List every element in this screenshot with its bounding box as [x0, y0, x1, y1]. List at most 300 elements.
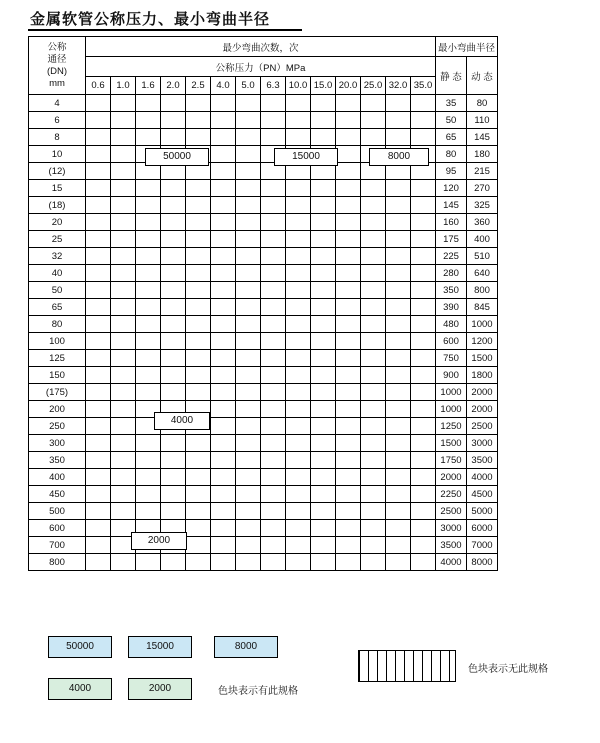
- cell-pn: [261, 112, 286, 129]
- cell-pn: [261, 367, 286, 384]
- cell-pn: [411, 554, 436, 571]
- cell-pn: [261, 435, 286, 452]
- cell-pn: [411, 486, 436, 503]
- cell-pn: [186, 367, 211, 384]
- header-pn-20.0: 20.0: [336, 77, 361, 95]
- cell-pn: [286, 384, 311, 401]
- header-pn: 公称压力（PN）MPa: [86, 57, 436, 77]
- cell-dn: 450: [29, 486, 86, 503]
- cell-pn: [236, 197, 261, 214]
- cell-pn: [111, 503, 136, 520]
- cell-pn: [86, 180, 111, 197]
- cell-pn: [236, 282, 261, 299]
- cell-pn: [336, 367, 361, 384]
- cell-pn: [261, 401, 286, 418]
- cell-pn: [311, 520, 336, 537]
- table-row: [29, 112, 498, 129]
- cell-pn: [311, 299, 336, 316]
- cell-pn: [411, 180, 436, 197]
- table-row: [29, 214, 498, 231]
- cell-dn: 15: [29, 180, 86, 197]
- cell-pn: [86, 282, 111, 299]
- cell-pn: [86, 452, 111, 469]
- cell-pn: [211, 265, 236, 282]
- cell-pn: [336, 401, 361, 418]
- cell-dn: (175): [29, 384, 86, 401]
- cell-dn: 350: [29, 452, 86, 469]
- legend-no-spec-text: 色块表示无此规格: [468, 664, 548, 675]
- table-row: [29, 486, 498, 503]
- cell-pn: [361, 469, 386, 486]
- cell-pn: [161, 554, 186, 571]
- inline-label-8000: 8000: [369, 148, 429, 166]
- cell-static: 2500: [436, 503, 467, 520]
- cell-pn: [361, 316, 386, 333]
- cell-pn: [86, 146, 111, 163]
- header-static: 静 态: [436, 57, 467, 95]
- cell-pn: [211, 248, 236, 265]
- cell-static: 120: [436, 180, 467, 197]
- cell-pn: [161, 384, 186, 401]
- cell-pn: [136, 469, 161, 486]
- cell-pn: [211, 503, 236, 520]
- cell-pn: [236, 435, 261, 452]
- legend-item-2000: 2000: [128, 678, 192, 700]
- cell-pn: [111, 469, 136, 486]
- cell-static: 80: [436, 146, 467, 163]
- cell-pn: [236, 180, 261, 197]
- cell-pn: [311, 486, 336, 503]
- cell-pn: [86, 197, 111, 214]
- inline-label-15000: 15000: [274, 148, 338, 166]
- cell-dn: 150: [29, 367, 86, 384]
- table-header-row-3: [29, 77, 498, 95]
- cell-dynamic: 1200: [467, 333, 498, 350]
- cell-pn: [411, 384, 436, 401]
- cell-pn: [211, 469, 236, 486]
- cell-dynamic: 1500: [467, 350, 498, 367]
- cell-pn: [336, 163, 361, 180]
- cell-pn: [111, 554, 136, 571]
- inline-label-2000: 2000: [131, 532, 187, 550]
- cell-pn: [211, 520, 236, 537]
- cell-pn: [286, 95, 311, 112]
- cell-static: 65: [436, 129, 467, 146]
- legend-item-4000: 4000: [48, 678, 112, 700]
- cell-pn: [361, 452, 386, 469]
- cell-pn: [211, 146, 236, 163]
- cell-pn: [286, 248, 311, 265]
- cell-pn: [386, 452, 411, 469]
- cell-pn: [336, 197, 361, 214]
- cell-pn: [386, 180, 411, 197]
- cell-pn: [161, 486, 186, 503]
- cell-pn: [211, 367, 236, 384]
- cell-pn: [336, 333, 361, 350]
- cell-pn: [336, 248, 361, 265]
- cell-pn: [111, 282, 136, 299]
- cell-dn: (12): [29, 163, 86, 180]
- table-row: [29, 435, 498, 452]
- cell-pn: [286, 503, 311, 520]
- legend-item-15000: 15000: [128, 636, 192, 658]
- cell-pn: [411, 452, 436, 469]
- cell-pn: [211, 537, 236, 554]
- cell-dynamic: 2000: [467, 384, 498, 401]
- cell-pn: [161, 95, 186, 112]
- cell-pn: [161, 503, 186, 520]
- cell-pn: [261, 350, 286, 367]
- cell-pn: [286, 129, 311, 146]
- table-row: [29, 231, 498, 248]
- cell-dn: 800: [29, 554, 86, 571]
- cell-pn: [386, 248, 411, 265]
- cell-pn: [111, 350, 136, 367]
- cell-static: 2250: [436, 486, 467, 503]
- cell-pn: [111, 180, 136, 197]
- cell-pn: [236, 163, 261, 180]
- cell-pn: [361, 112, 386, 129]
- cell-dn: 500: [29, 503, 86, 520]
- cell-pn: [236, 418, 261, 435]
- legend: [28, 636, 576, 728]
- table-row: [29, 384, 498, 401]
- cell-pn: [111, 129, 136, 146]
- cell-pn: [261, 503, 286, 520]
- cell-pn: [336, 112, 361, 129]
- cell-dn: (18): [29, 197, 86, 214]
- cell-pn: [161, 299, 186, 316]
- cell-dn: 40: [29, 265, 86, 282]
- cell-pn: [236, 520, 261, 537]
- cell-dynamic: 215: [467, 163, 498, 180]
- cell-pn: [261, 129, 286, 146]
- cell-pn: [386, 418, 411, 435]
- header-pn-32.0: 32.0: [386, 77, 411, 95]
- table-row: [29, 401, 498, 418]
- table-row: [29, 537, 498, 554]
- header-dn: 公称 通径 (DN) mm: [29, 37, 86, 95]
- cell-dn: 4: [29, 95, 86, 112]
- cell-pn: [261, 384, 286, 401]
- cell-pn: [111, 214, 136, 231]
- cell-pn: [261, 316, 286, 333]
- table-row: [29, 265, 498, 282]
- cell-pn: [311, 95, 336, 112]
- cell-pn: [86, 95, 111, 112]
- cell-pn: [186, 537, 211, 554]
- header-pn-5.0: 5.0: [236, 77, 261, 95]
- cell-pn: [311, 214, 336, 231]
- cell-pn: [286, 316, 311, 333]
- cell-pn: [286, 554, 311, 571]
- table-row: [29, 367, 498, 384]
- cell-pn: [336, 554, 361, 571]
- table-row: [29, 95, 498, 112]
- cell-dynamic: 2000: [467, 401, 498, 418]
- cell-pn: [211, 435, 236, 452]
- cell-pn: [86, 435, 111, 452]
- cell-pn: [186, 197, 211, 214]
- cell-pn: [236, 231, 261, 248]
- table-row: [29, 282, 498, 299]
- cell-pn: [361, 384, 386, 401]
- cell-pn: [236, 129, 261, 146]
- cell-pn: [311, 316, 336, 333]
- cell-pn: [86, 129, 111, 146]
- cell-pn: [136, 350, 161, 367]
- cell-pn: [136, 282, 161, 299]
- cell-pn: [311, 231, 336, 248]
- cell-pn: [286, 214, 311, 231]
- legend-item-50000: 50000: [48, 636, 112, 658]
- cell-pn: [261, 197, 286, 214]
- cell-pn: [361, 350, 386, 367]
- table-row: [29, 299, 498, 316]
- cell-dynamic: 180: [467, 146, 498, 163]
- cell-pn: [186, 214, 211, 231]
- cell-pn: [311, 350, 336, 367]
- header-pn-4.0: 4.0: [211, 77, 236, 95]
- cell-pn: [286, 537, 311, 554]
- cell-pn: [86, 214, 111, 231]
- cell-pn: [186, 469, 211, 486]
- cell-dynamic: 510: [467, 248, 498, 265]
- cell-pn: [236, 350, 261, 367]
- cell-pn: [236, 401, 261, 418]
- cell-pn: [111, 299, 136, 316]
- cell-pn: [361, 248, 386, 265]
- cell-pn: [161, 248, 186, 265]
- cell-pn: [161, 112, 186, 129]
- cell-pn: [111, 248, 136, 265]
- cell-pn: [186, 248, 211, 265]
- cell-pn: [186, 299, 211, 316]
- cell-pn: [386, 469, 411, 486]
- cell-pn: [311, 112, 336, 129]
- cell-pn: [161, 265, 186, 282]
- legend-item-8000: 8000: [214, 636, 278, 658]
- cell-pn: [86, 112, 111, 129]
- cell-pn: [186, 554, 211, 571]
- cell-pn: [286, 486, 311, 503]
- cell-static: 1000: [436, 384, 467, 401]
- cell-pn: [336, 350, 361, 367]
- cell-pn: [286, 452, 311, 469]
- cell-pn: [186, 350, 211, 367]
- cell-pn: [411, 333, 436, 350]
- cell-pn: [411, 282, 436, 299]
- cell-pn: [136, 231, 161, 248]
- cell-pn: [286, 282, 311, 299]
- cell-static: 4000: [436, 554, 467, 571]
- cell-pn: [211, 350, 236, 367]
- cell-pn: [361, 231, 386, 248]
- cell-pn: [236, 265, 261, 282]
- cell-pn: [336, 265, 361, 282]
- inline-label-50000: 50000: [145, 148, 209, 166]
- cell-pn: [286, 197, 311, 214]
- cell-pn: [111, 401, 136, 418]
- cell-pn: [111, 486, 136, 503]
- cell-pn: [411, 503, 436, 520]
- cell-pn: [386, 214, 411, 231]
- cell-pn: [86, 503, 111, 520]
- table-row: [29, 129, 498, 146]
- cell-pn: [186, 316, 211, 333]
- cell-pn: [136, 265, 161, 282]
- cell-dynamic: 1800: [467, 367, 498, 384]
- cell-static: 2000: [436, 469, 467, 486]
- cell-pn: [136, 112, 161, 129]
- cell-pn: [411, 350, 436, 367]
- cell-pn: [111, 435, 136, 452]
- cell-pn: [86, 231, 111, 248]
- cell-pn: [261, 418, 286, 435]
- table-row: [29, 333, 498, 350]
- cell-pn: [161, 435, 186, 452]
- table-row: [29, 452, 498, 469]
- table-row: [29, 469, 498, 486]
- cell-dynamic: 110: [467, 112, 498, 129]
- cell-pn: [186, 486, 211, 503]
- cell-pn: [161, 350, 186, 367]
- cell-pn: [411, 401, 436, 418]
- cell-static: 3500: [436, 537, 467, 554]
- spec-table: [28, 36, 498, 571]
- cell-pn: [211, 231, 236, 248]
- cell-pn: [361, 503, 386, 520]
- cell-pn: [286, 435, 311, 452]
- header-pn-15.0: 15.0: [311, 77, 336, 95]
- cell-dynamic: 80: [467, 95, 498, 112]
- cell-pn: [386, 384, 411, 401]
- cell-pn: [236, 316, 261, 333]
- cell-dynamic: 400: [467, 231, 498, 248]
- cell-pn: [411, 214, 436, 231]
- cell-pn: [411, 265, 436, 282]
- cell-pn: [211, 299, 236, 316]
- cell-pn: [286, 350, 311, 367]
- cell-pn: [186, 503, 211, 520]
- cell-pn: [86, 537, 111, 554]
- cell-pn: [136, 503, 161, 520]
- cell-pn: [361, 299, 386, 316]
- cell-pn: [336, 452, 361, 469]
- cell-pn: [186, 333, 211, 350]
- cell-pn: [336, 435, 361, 452]
- cell-pn: [261, 180, 286, 197]
- cell-pn: [361, 401, 386, 418]
- cell-pn: [86, 486, 111, 503]
- cell-pn: [236, 214, 261, 231]
- header-pn-35.0: 35.0: [411, 77, 436, 95]
- cell-dn: 6: [29, 112, 86, 129]
- cell-pn: [111, 452, 136, 469]
- cell-pn: [136, 214, 161, 231]
- cell-dynamic: 845: [467, 299, 498, 316]
- cell-pn: [411, 367, 436, 384]
- cell-pn: [261, 554, 286, 571]
- cell-pn: [86, 554, 111, 571]
- cell-pn: [286, 333, 311, 350]
- cell-dynamic: 2500: [467, 418, 498, 435]
- cell-dynamic: 3000: [467, 435, 498, 452]
- cell-pn: [311, 367, 336, 384]
- cell-pn: [211, 384, 236, 401]
- cell-dn: 20: [29, 214, 86, 231]
- table-header-row-2: [29, 57, 498, 77]
- cell-static: 160: [436, 214, 467, 231]
- table-row: [29, 180, 498, 197]
- cell-pn: [261, 452, 286, 469]
- cell-pn: [111, 316, 136, 333]
- cell-pn: [136, 248, 161, 265]
- table-row: [29, 520, 498, 537]
- cell-pn: [186, 520, 211, 537]
- cell-pn: [236, 299, 261, 316]
- cell-pn: [286, 520, 311, 537]
- cell-pn: [336, 316, 361, 333]
- legend-has-spec-text: 色块表示有此规格: [218, 686, 298, 697]
- cell-pn: [236, 248, 261, 265]
- cell-pn: [336, 469, 361, 486]
- cell-pn: [411, 197, 436, 214]
- cell-pn: [211, 163, 236, 180]
- cell-pn: [361, 367, 386, 384]
- cell-pn: [311, 282, 336, 299]
- cell-pn: [211, 401, 236, 418]
- cell-pn: [236, 537, 261, 554]
- cell-dn: 8: [29, 129, 86, 146]
- cell-pn: [136, 554, 161, 571]
- cell-pn: [161, 214, 186, 231]
- cell-pn: [411, 299, 436, 316]
- cell-pn: [361, 180, 386, 197]
- cell-pn: [261, 95, 286, 112]
- cell-pn: [111, 146, 136, 163]
- cell-pn: [411, 435, 436, 452]
- cell-static: 750: [436, 350, 467, 367]
- cell-static: 600: [436, 333, 467, 350]
- cell-pn: [336, 486, 361, 503]
- cell-pn: [236, 486, 261, 503]
- cell-pn: [236, 112, 261, 129]
- cell-static: 50: [436, 112, 467, 129]
- cell-pn: [336, 180, 361, 197]
- cell-pn: [211, 180, 236, 197]
- cell-pn: [386, 520, 411, 537]
- cell-pn: [86, 265, 111, 282]
- cell-pn: [211, 333, 236, 350]
- cell-static: 35: [436, 95, 467, 112]
- cell-pn: [161, 129, 186, 146]
- cell-pn: [86, 163, 111, 180]
- cell-static: 1500: [436, 435, 467, 452]
- cell-static: 350: [436, 282, 467, 299]
- cell-pn: [136, 333, 161, 350]
- cell-pn: [311, 129, 336, 146]
- cell-pn: [111, 384, 136, 401]
- cell-pn: [411, 520, 436, 537]
- cell-pn: [211, 316, 236, 333]
- cell-pn: [211, 214, 236, 231]
- cell-pn: [136, 299, 161, 316]
- cell-pn: [136, 316, 161, 333]
- legend-hatch-swatch: [358, 650, 456, 682]
- cell-pn: [361, 520, 386, 537]
- cell-dn: 600: [29, 520, 86, 537]
